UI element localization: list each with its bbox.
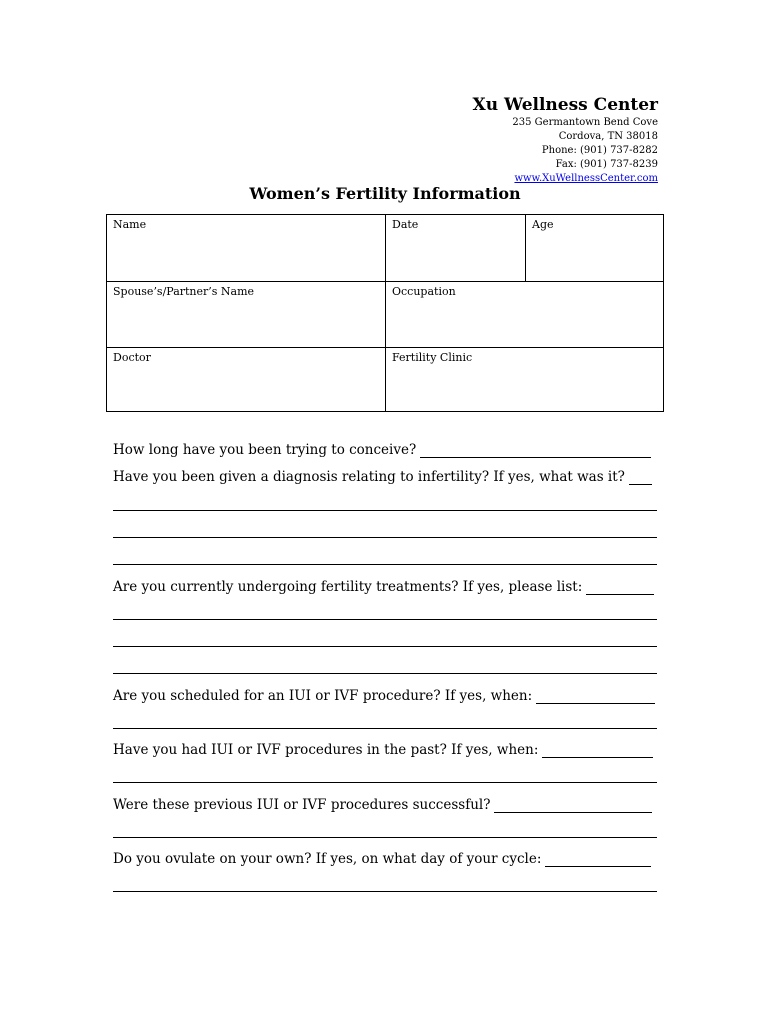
answer-line[interactable] [113,837,657,838]
question-trying-to-conceive [113,438,651,458]
question-scheduled-procedure [113,684,655,704]
answer-line[interactable] [113,782,657,783]
answer-blank[interactable] [542,743,653,758]
question-procedures-successful [113,793,652,813]
answer-line[interactable] [113,891,657,892]
clinic-phone: Phone: (901) 737-8282 [541,145,658,156]
answer-line[interactable] [113,728,657,729]
clinic-name: Xu Wellness Center [472,95,658,115]
spouse-name-field[interactable] [107,282,385,347]
occupation-label: Occupation [392,285,456,298]
answer-blank[interactable] [420,443,651,458]
answer-line[interactable] [113,564,657,565]
answer-blank[interactable] [494,798,652,813]
doctor-field[interactable] [107,348,385,411]
answer-line[interactable] [113,510,657,511]
form-title: Women’s Fertility Information [249,184,521,203]
answer-line[interactable] [113,619,657,620]
name-field[interactable] [107,215,385,281]
question-infertility-diagnosis [113,465,652,485]
question-text: How long have you been trying to conceive? [113,442,417,458]
answer-blank[interactable] [536,689,655,704]
question-text: Have you been given a diagnosis relating to infertility? If yes, what was it? [113,469,625,485]
clinic-website-link[interactable]: www.XuWellnessCenter.com [514,173,658,184]
patient-info-table [106,214,664,412]
answer-blank[interactable] [586,580,654,595]
date-field[interactable] [386,215,525,281]
clinic-fax: Fax: (901) 737-8239 [555,159,658,170]
clinic-header [473,94,658,186]
answer-blank[interactable] [545,852,651,867]
age-field[interactable] [526,215,663,281]
fertility-clinic-label: Fertility Clinic [392,351,473,364]
question-text: Are you currently undergoing fertility treatments? If yes, please list: [113,579,583,595]
name-label: Name [113,218,147,231]
clinic-address-line2: Cordova, TN 38018 [558,131,658,142]
question-ovulation [113,847,651,867]
occupation-field[interactable] [386,282,663,347]
question-past-procedures [113,738,653,758]
question-text: Have you had IUI or IVF procedures in the past? If yes, when: [113,742,539,758]
date-label: Date [392,218,419,231]
spouse-name-label: Spouse’s/Partner’s Name [113,285,255,298]
answer-blank[interactable] [629,470,652,485]
clinic-address-line1: 235 Germantown Bend Cove [512,117,658,128]
answer-line[interactable] [113,673,657,674]
question-text: Were these previous IUI or IVF procedures successful? [113,797,491,813]
age-label: Age [532,218,554,231]
question-text: Are you scheduled for an IUI or IVF procedure? If yes, when: [113,688,533,704]
answer-line[interactable] [113,537,657,538]
question-text: Do you ovulate on your own? If yes, on what day of your cycle: [113,851,542,867]
answer-line[interactable] [113,646,657,647]
question-current-treatments [113,575,654,595]
doctor-label: Doctor [113,351,151,364]
fertility-clinic-field[interactable] [386,348,663,411]
